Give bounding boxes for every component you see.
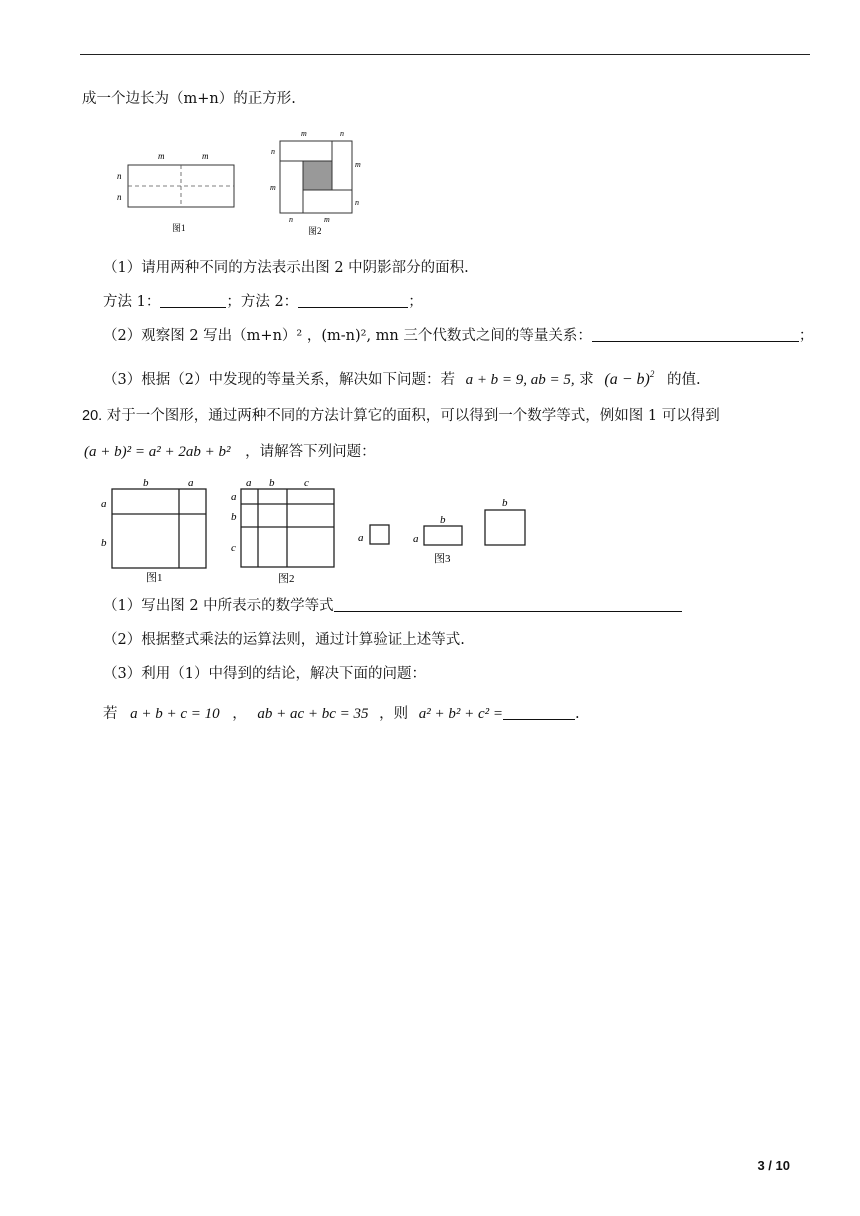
q20-figure-3 (354, 490, 534, 570)
q19-method1-label: 方法 1： (103, 294, 161, 310)
header-rule (80, 54, 810, 55)
q20-figure-1 (96, 474, 214, 586)
q20-f1-top-label-0: b (143, 477, 149, 489)
q20-part3-problem-line (103, 704, 580, 724)
q20-formula: (a + b)² = a² + 2ab + b² (84, 444, 231, 460)
q19-f1-side-label-0: n (117, 171, 122, 181)
q19-f2-right-label-0: m (355, 160, 361, 169)
q19-f2-caption: 图2 (308, 226, 322, 236)
q19-figure-2 (266, 127, 370, 239)
q19-f2-bottom-label-0: n (289, 215, 293, 224)
q19-f2-top-label-0: m (301, 129, 307, 138)
q19-part3-expr: (a − b) (604, 371, 650, 388)
q20-f3-label-square-b: b (502, 497, 508, 509)
q20-number: 20. (82, 408, 103, 424)
q20-f1-top-label-1: a (188, 477, 194, 489)
q19-part3-prefix: （3）根据（2）中发现的等量关系，解决如下问题：若 (103, 372, 455, 388)
q20-intro-line (82, 406, 720, 426)
q19-f2-left-label-1: m (270, 183, 276, 192)
q19-figure-1 (112, 147, 242, 237)
q20-figure-2 (228, 474, 340, 586)
q20-ze: ，则 (379, 706, 409, 722)
q20-f2-top-label-0: a (246, 477, 252, 489)
q20-f1-side-label-1: b (101, 537, 107, 549)
q19-part2-blank[interactable] (592, 327, 799, 342)
q19-method2-label: ；方法 2： (226, 294, 299, 310)
q20-formula-line (84, 442, 376, 462)
q19-f2-left-label-0: n (271, 147, 275, 156)
q20-part3: （3）利用（1）中得到的结论，解决下面的问题： (103, 666, 426, 682)
q20-ruo: 若 (103, 706, 118, 722)
q20-f3-label-rect-a: a (413, 533, 419, 545)
q19-part2-end: ； (798, 328, 814, 344)
page-number: 3 / 10 (757, 1158, 790, 1173)
q19-part3-mid: 求 (579, 372, 594, 388)
q20-f2-side-label-1: b (231, 511, 237, 523)
q19-method-end: ； (408, 294, 423, 310)
q19-f1-top-label-0: m (158, 151, 165, 161)
q20-eq3: a² + b² + c² = (418, 706, 504, 722)
q20-f1-side-label-0: a (101, 498, 107, 510)
q20-f1-caption: 图1 (146, 572, 163, 584)
q20-answer-blank[interactable] (503, 705, 575, 720)
q19-part3-line (103, 364, 701, 390)
q20-f2-side-label-2: c (231, 542, 236, 554)
q20-f3-label-square-a: a (358, 532, 364, 544)
q19-f1-caption: 图1 (172, 223, 186, 233)
q20-eq1: a + b + c = 10 (130, 706, 220, 722)
q19-method1-blank[interactable] (160, 293, 226, 308)
q19-part3-condition: a + b = 9, ab = 5, (465, 372, 575, 388)
q20-f2-top-label-2: c (304, 477, 309, 489)
q19-f1-top-label-1: m (202, 151, 209, 161)
intro-line: 成一个边长为（m+n）的正方形. (82, 91, 296, 107)
q20-f3-label-rect-b: b (440, 514, 446, 526)
q20-f2-side-label-0: a (231, 491, 237, 503)
q20-comma: ， (232, 706, 247, 722)
q19-part3-suffix: 的值. (666, 372, 701, 388)
q19-f1-side-label-1: n (117, 192, 122, 202)
q19-method2-blank[interactable] (298, 293, 408, 308)
q20-f3-caption: 图3 (434, 553, 451, 565)
q19-part1: （1）请用两种不同的方法表示出图 2 中阴影部分的面积. (103, 260, 469, 276)
q20-f2-caption: 图2 (278, 573, 295, 585)
q19-part3-exponent: 2 (649, 369, 655, 379)
q20-part1: （1）写出图 2 中所表示的数学等式 (103, 598, 334, 614)
q20-f2-top-label-1: b (269, 477, 275, 489)
q20-formula-suffix: ，请解答下列问题： (245, 444, 376, 460)
q19-f2-top-label-1: n (340, 129, 344, 138)
q19-f2-bottom-label-1: m (324, 215, 330, 224)
q20-eq2: ab + ac + bc = 35 (257, 706, 369, 722)
q20-part2: （2）根据整式乘法的运算法则，通过计算验证上述等式. (103, 632, 465, 648)
q19-methods-line (103, 292, 423, 312)
q19-part2-line (103, 326, 813, 346)
q20-part1-line (103, 596, 682, 616)
q20-part1-blank[interactable] (334, 597, 682, 612)
q20-intro: 对于一个图形，通过两种不同的方法计算它的面积，可以得到一个数学等式，例如图 1 可以得到 (106, 408, 720, 424)
q19-f2-right-label-1: n (355, 198, 359, 207)
q20-period: . (575, 706, 580, 722)
q19-part2: （2）观察图 2 写出（m+n）² ，(m-n)², mn 三个代数式之间的等量关系： (103, 328, 592, 344)
